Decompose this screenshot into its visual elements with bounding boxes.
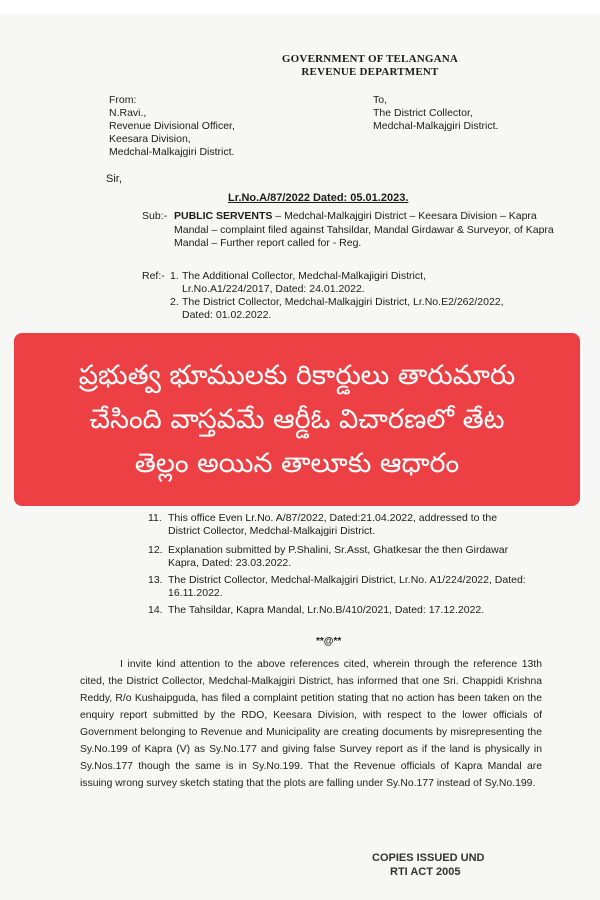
- from-block: [109, 94, 235, 159]
- salutation: Sir,: [106, 173, 122, 185]
- header-department: REVENUE DEPARTMENT: [301, 66, 439, 78]
- reference-text: The Tahsildar, Kapra Mandal, Lr.No.B/410/2021, Dated: 17.12.2022.: [168, 604, 485, 616]
- from-line: Medchal-Malkajgiri District.: [109, 146, 235, 158]
- reference-number: 12.: [148, 544, 163, 556]
- letter-number: Lr.No.A/87/2022 Dated: 05.01.2023.: [228, 192, 409, 204]
- subject-bold: PUBLIC SERVENTS: [174, 210, 273, 222]
- reference-number: 14.: [148, 604, 163, 616]
- to-line: The District Collector,: [373, 107, 473, 119]
- from-line: N.Ravi.,: [109, 107, 147, 119]
- reference-text: The Additional Collector, Medchal-Malkajigiri District, Lr.No.A1/224/2017, Dated: 24.01.2022.: [182, 270, 426, 295]
- to-line: Medchal-Malkajgiri District.: [373, 120, 499, 132]
- reference-number: 11.: [148, 512, 162, 524]
- page-edge: [0, 0, 600, 14]
- from-line: Revenue Divisional Officer,: [109, 120, 235, 132]
- to-block: [373, 94, 498, 133]
- from-label: From:: [109, 94, 137, 106]
- reference-text: The District Collector, Medchal-Malkajgiri District, Lr.No.E2/262/2022, Dated: 01.02.2022.: [182, 296, 504, 321]
- subject-text: [174, 210, 574, 251]
- rti-stamp: [372, 851, 484, 879]
- separator: **@**: [316, 636, 342, 647]
- reference-text: The District Collector, Medchal-Malkajgiri District, Lr.No. A1/224/2022, Dated: 16.11.2022.: [168, 574, 526, 599]
- banner-line: తెల్లం అయిన తాలూకు ఆధారం: [134, 447, 460, 479]
- reference-text: This office Even Lr.No. A/87/2022, Dated:21.04.2022, addressed to the District Collector, Medchal-Malkajgiri District.: [168, 512, 498, 537]
- banner-line: చేసింది వాస్తవమే ఆర్డీఓ విచారణలో తేట: [89, 403, 505, 435]
- banner-line: ప్రభుత్వ భూములకు రికార్డులు తారుమారు: [78, 359, 516, 391]
- references-label: Ref:-: [142, 270, 165, 282]
- reference-number: 1.: [170, 270, 179, 282]
- reference-number: 2.: [170, 296, 179, 308]
- header-government: GOVERNMENT OF TELANGANA: [281, 53, 459, 65]
- stamp-line: COPIES ISSUED UND: [372, 852, 485, 864]
- body-paragraph: I invite kind attention to the above references cited, wherein through the reference 13th cited, the District Collector, Medchal-Malkajgiri District, has informed that one Sri. Chappidi Krishna Reddy, R/o Kushaipguda, has filed a complaint petition stating that no action has been taken on the enquiry report submitted by the RDO, Keesara Division, with respect to the lower officials of Government belonging to Revenue and Municipality are creating documents by misrepresenting the Sy.No.199 of Kapra (V) as Sy.No.177 and giving false Survey report as if the land is physically in Sy.Nos.177 though the same is in Sy.No.199. That the Revenue officials of Kapra Mandal are issuing wrong survey sketch stating that the plots are falling under Sy.No.177 instead of Sy.No.199.: [80, 659, 542, 789]
- from-line: Keesara Division,: [109, 133, 191, 145]
- reference-text: Explanation submitted by P.Shalini, Sr.Asst, Ghatkesar the then Girdawar Kapra, Dated: 23.03.2022.: [168, 544, 509, 569]
- stamp-line: RTI ACT 2005: [390, 866, 461, 878]
- subject-label: Sub:-: [142, 210, 168, 222]
- subject-rest: – Medchal-Malkajgiri District – Keesara Division – Kapra Mandal – complaint filed against Tahsildar, Mandal Girdawar & Surveyor, of Kapra Mandal – Further report called for - Reg.: [174, 210, 554, 249]
- to-label: To,: [373, 94, 388, 106]
- reference-number: 13.: [148, 574, 163, 586]
- telugu-headline-banner: [14, 333, 580, 506]
